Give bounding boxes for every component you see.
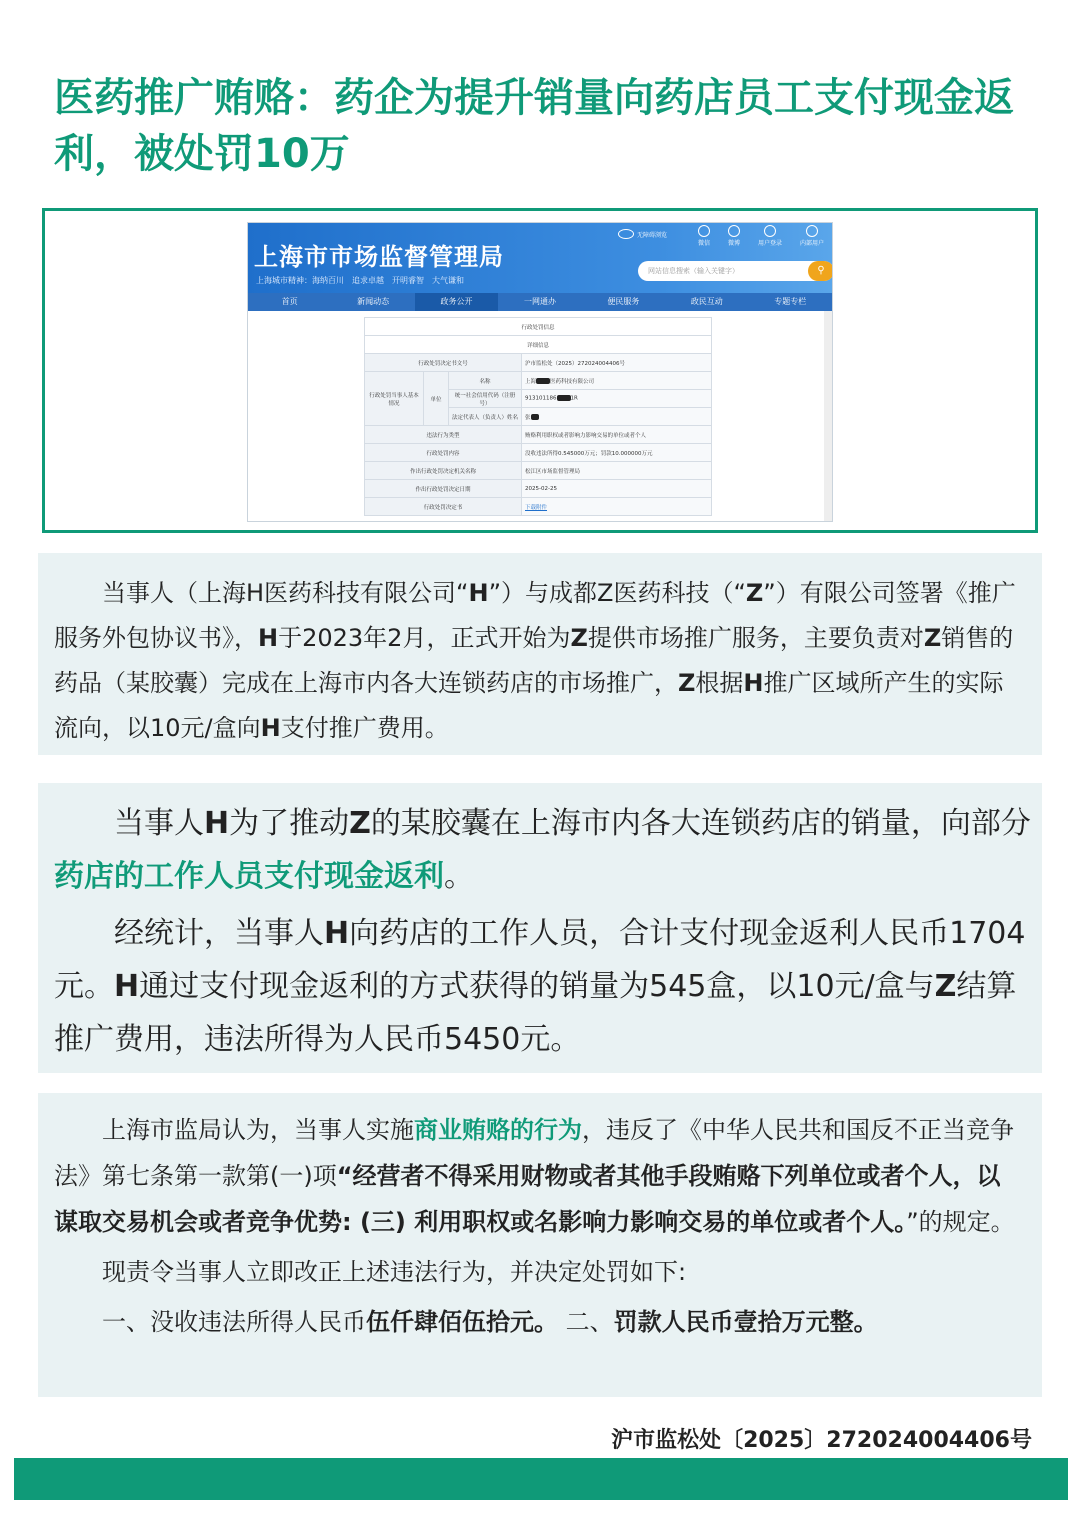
credit-value-prefix: 913101186 bbox=[525, 395, 557, 402]
party-label: 行政处罚当事人基本情况 bbox=[365, 372, 424, 426]
user-icon bbox=[764, 225, 776, 237]
redaction-mark bbox=[557, 395, 571, 401]
site-nav bbox=[248, 293, 832, 311]
accessibility-link[interactable] bbox=[618, 229, 667, 239]
ruling-section bbox=[38, 1093, 1042, 1397]
type-label: 违法行为类型 bbox=[365, 426, 522, 444]
search-icon[interactable]: ⚲ bbox=[808, 261, 833, 281]
text-span: 。 bbox=[444, 859, 474, 894]
site-name: 上海市市场监督管理局 bbox=[254, 243, 504, 271]
text-span: 向药店的工作人员，合计支付现金返利人民币1704元。 bbox=[54, 916, 1026, 1004]
text-span: 根据 bbox=[695, 669, 744, 697]
weibo-link[interactable] bbox=[728, 225, 740, 247]
wechat-label: 微信 bbox=[697, 240, 710, 247]
text-span: 支付推广费用。 bbox=[280, 714, 449, 742]
nav-news[interactable]: 新闻动态 bbox=[357, 297, 390, 306]
text-span: 为了推动 bbox=[229, 806, 350, 841]
background-paragraph bbox=[54, 571, 1020, 751]
site-search-placeholder: 网站信息搜索（输入关键字） bbox=[648, 267, 739, 275]
site-header bbox=[248, 223, 832, 293]
highlight-text: 药店的工作人员支付现金返利 bbox=[54, 859, 444, 894]
user-login-link[interactable] bbox=[758, 225, 782, 247]
doc-label: 行政处罚决定书 bbox=[365, 498, 522, 516]
party-h: H bbox=[324, 916, 350, 951]
party-h: H bbox=[743, 669, 764, 697]
weibo-label: 微博 bbox=[727, 240, 740, 247]
text-span: 一、没收违法所得人民币 bbox=[102, 1308, 366, 1336]
party-z: Z bbox=[934, 969, 957, 1004]
background-section bbox=[38, 553, 1042, 755]
party-h: H bbox=[114, 969, 140, 1004]
text-span: 当事人 bbox=[114, 806, 204, 841]
party-h: H bbox=[204, 806, 230, 841]
law-quote: “经营者不得采用财物或者其他手段贿赂下列单位或者个人，以谋取交易机会或者竞争优势: (三) 利用职权或名影响力影响交易的单位或者个人。 bbox=[54, 1162, 1001, 1236]
party-z: Z bbox=[745, 579, 764, 607]
text-span: 于2023年2月，正式开始为 bbox=[278, 624, 571, 652]
internal-user-label: 内部用户 bbox=[799, 240, 824, 247]
nav-home[interactable]: 首页 bbox=[281, 297, 298, 306]
text-span: ，违反了《中华人民共和国反不正当竞争法》第七条第一款第(一)项 bbox=[54, 1116, 1014, 1190]
embedded-website-screenshot bbox=[247, 222, 833, 522]
nav-gov-info[interactable]: 政务公开 bbox=[415, 293, 498, 311]
party-z: Z bbox=[570, 624, 588, 652]
nav-interaction[interactable]: 政民互动 bbox=[690, 297, 723, 306]
download-attachment-link[interactable]: 下载附件 bbox=[525, 504, 548, 511]
site-slogan: 上海城市精神：海纳百川 追求卓越 开明睿智 大气谦和 bbox=[256, 276, 464, 285]
text-span: 通过支付现金返利的方式获得的销量为545盒，以10元/盒与 bbox=[139, 969, 935, 1004]
wechat-icon bbox=[698, 225, 710, 237]
table-row bbox=[365, 372, 712, 390]
decision-number: 沪市监松处〔2025〕272024004406号 bbox=[611, 1428, 1032, 1453]
nav-services[interactable]: 便民服务 bbox=[607, 297, 640, 306]
party-h: H bbox=[468, 579, 489, 607]
scrollbar[interactable] bbox=[824, 311, 832, 522]
nav-one-stop[interactable]: 一网通办 bbox=[523, 297, 556, 306]
party-h: H bbox=[260, 714, 281, 742]
rep-label: 法定代表人（负责人）姓名 bbox=[449, 408, 522, 426]
type-value: 贿赂利用职权或者影响力影响交易的单位或者个人 bbox=[522, 426, 712, 444]
date-value: 2025-02-25 bbox=[522, 480, 712, 498]
party-h: H bbox=[258, 624, 279, 652]
eye-icon bbox=[618, 229, 634, 239]
text-span: ”）与成都Z医药科技（“ bbox=[488, 579, 746, 607]
rep-value-text: 张 bbox=[525, 414, 531, 421]
ruling-paragraph-3 bbox=[54, 1299, 1022, 1345]
redaction-mark bbox=[531, 414, 539, 420]
text-span: 上海市监局认为，当事人实施 bbox=[102, 1116, 414, 1144]
content-value: 没收违法所得0.545000万元；罚款10.000000万元 bbox=[522, 444, 712, 462]
confiscation-amount: 伍仟肆佰伍拾元。 bbox=[366, 1308, 558, 1336]
text-span: 当事人（上海H医药科技有限公司“ bbox=[102, 579, 469, 607]
highlight-text: 商业贿赂的行为 bbox=[414, 1116, 582, 1144]
redaction-mark bbox=[536, 378, 550, 384]
credit-value bbox=[522, 390, 712, 408]
facts-section bbox=[38, 783, 1042, 1073]
rep-value bbox=[522, 408, 712, 426]
text-span: 经统计，当事人 bbox=[114, 916, 324, 951]
footer-bar bbox=[14, 1458, 1068, 1500]
table-subheader: 详细信息 bbox=[365, 336, 712, 354]
table-row bbox=[365, 444, 712, 462]
name-value-prefix: 上海 bbox=[525, 378, 537, 385]
text-span: 的某胶囊在上海市内各大连锁药店的销量，向部分 bbox=[370, 806, 1031, 841]
credit-value-suffix: 1R bbox=[570, 395, 578, 402]
table-row bbox=[365, 480, 712, 498]
facts-paragraph-1 bbox=[54, 797, 1036, 903]
penalty-info-table bbox=[364, 317, 712, 516]
weibo-icon bbox=[728, 225, 740, 237]
text-span: 二、 bbox=[558, 1308, 614, 1336]
name-label: 名称 bbox=[449, 372, 522, 390]
party-z: Z bbox=[349, 806, 371, 841]
page-title: 医药推广贿赂：药企为提升销量向药店员工支付现金返利，被处罚10万 bbox=[54, 75, 1014, 177]
table-row bbox=[365, 354, 712, 372]
ruling-paragraph-2: 现责令当事人立即改正上述违法行为，并决定处罚如下: bbox=[102, 1258, 687, 1286]
site-top-icons bbox=[698, 225, 824, 247]
text-span: 推广区域所产生的实际流向，以10元/盒向 bbox=[54, 669, 1004, 742]
wechat-link[interactable] bbox=[698, 225, 710, 247]
table-header: 行政处罚信息 bbox=[365, 318, 712, 336]
table-row bbox=[365, 498, 712, 516]
site-search-input[interactable] bbox=[638, 261, 833, 281]
fine-amount: 罚款人民币壹拾万元整。 bbox=[613, 1308, 878, 1336]
table-row bbox=[365, 462, 712, 480]
name-value bbox=[522, 372, 712, 390]
table-row bbox=[365, 426, 712, 444]
date-label: 作出行政处罚决定日期 bbox=[365, 480, 522, 498]
doc-download-cell bbox=[522, 498, 712, 516]
nav-topics[interactable]: 专题专栏 bbox=[774, 297, 807, 306]
credit-label: 统一社会信用代码（注册号） bbox=[449, 390, 522, 408]
name-value-suffix: 医药科技有限公司 bbox=[550, 378, 595, 385]
accessibility-label: 无障碍浏览 bbox=[637, 231, 668, 239]
org-value: 松江区市场监督管理局 bbox=[522, 462, 712, 480]
text-span: 提供市场推广服务，主要负责对 bbox=[587, 624, 924, 652]
text-span: ”的规定。 bbox=[906, 1208, 1015, 1236]
content-label: 行政处罚内容 bbox=[365, 444, 522, 462]
ruling-paragraph-1 bbox=[54, 1107, 1022, 1245]
unit-label: 单位 bbox=[424, 372, 449, 426]
party-z: Z bbox=[678, 669, 696, 697]
user-login-label: 用户登录 bbox=[757, 240, 782, 247]
text-span: ”）有限公司签署《推广服务外包协议书》， bbox=[54, 579, 1016, 652]
text-span: 结算推广费用，违法所得为人民币5450元。 bbox=[54, 969, 1017, 1057]
doc-no-value: 沪市监松处（2025）272024004406号 bbox=[522, 354, 712, 372]
doc-no-label: 行政处罚决定书文号 bbox=[365, 354, 522, 372]
internal-user-icon bbox=[806, 225, 818, 237]
party-z: Z bbox=[923, 624, 942, 652]
text-span: 销售的药品（某胶囊）完成在上海市内各大连锁药店的市场推广， bbox=[54, 624, 1014, 697]
org-label: 作出行政处罚决定机关名称 bbox=[365, 462, 522, 480]
facts-paragraph-2 bbox=[54, 907, 1036, 1066]
internal-user-link[interactable] bbox=[800, 225, 824, 247]
